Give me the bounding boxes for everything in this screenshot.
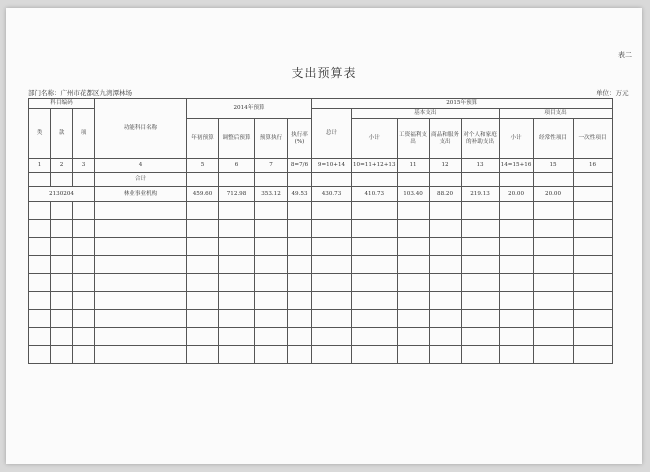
- table-cell: [219, 328, 255, 346]
- table-cell: [187, 220, 219, 238]
- table-cell: [499, 238, 533, 256]
- colnum-cell: 4: [95, 159, 187, 173]
- total-cell: 430.73: [312, 187, 352, 202]
- department-name: 部门名称：广州市花都区九湾潭林场: [28, 89, 132, 97]
- empty-row: [29, 328, 613, 346]
- table-cell: [29, 238, 51, 256]
- project-subtotal-cell: 20.00: [499, 187, 533, 202]
- subject-code-cell: 2130204: [29, 187, 95, 202]
- table-cell: [352, 274, 398, 292]
- subject-name-cell: 林业事业机构: [95, 187, 187, 202]
- table-cell: [429, 346, 461, 364]
- exec-rate-header: 执行率(%): [288, 119, 312, 159]
- table-cell: [288, 238, 312, 256]
- wages-header: 工资福利支出: [397, 119, 429, 159]
- table-cell: [73, 292, 95, 310]
- table-cell: [397, 173, 429, 187]
- table-cell: [29, 173, 51, 187]
- table-cell: [255, 310, 288, 328]
- colnum-cell: 3: [73, 159, 95, 173]
- basic-subtotal-cell: 410.73: [352, 187, 398, 202]
- table-cell: [533, 346, 573, 364]
- table-cell: [499, 256, 533, 274]
- recurring-header: 经常性项目: [533, 119, 573, 159]
- empty-row: [29, 274, 613, 292]
- table-row: [29, 187, 613, 202]
- subsidy-cell: 219.13: [461, 187, 499, 202]
- empty-row: [29, 256, 613, 274]
- table-cell: [429, 310, 461, 328]
- table-cell: [219, 346, 255, 364]
- budget-2015-header: 2015年预算: [312, 99, 613, 109]
- subsidy-header: 对个人和家庭的补助支出: [461, 119, 499, 159]
- table-cell: [255, 173, 288, 187]
- table-cell: [51, 292, 73, 310]
- table-cell: [352, 220, 398, 238]
- table-cell: [573, 328, 612, 346]
- table-cell: [573, 202, 612, 220]
- table-cell: [461, 274, 499, 292]
- table-cell: [397, 220, 429, 238]
- table-cell: [499, 346, 533, 364]
- table-cell: [312, 328, 352, 346]
- executed-header: 预算执行: [255, 119, 288, 159]
- table-cell: [288, 173, 312, 187]
- table-cell: [312, 220, 352, 238]
- table-cell: [29, 256, 51, 274]
- table-cell: [219, 238, 255, 256]
- table-cell: [255, 220, 288, 238]
- table-cell: [499, 292, 533, 310]
- table-cell: [533, 256, 573, 274]
- table-cell: [95, 274, 187, 292]
- table-cell: [73, 173, 95, 187]
- table-cell: [219, 310, 255, 328]
- table-cell: [312, 173, 352, 187]
- table-cell: [187, 202, 219, 220]
- table-cell: [533, 274, 573, 292]
- table-cell: [255, 256, 288, 274]
- table-cell: [352, 310, 398, 328]
- onetime-cell: [573, 187, 612, 202]
- table-cell: [312, 310, 352, 328]
- table-cell: [187, 328, 219, 346]
- table-cell: [73, 256, 95, 274]
- table-cell: [397, 256, 429, 274]
- section-header: 款: [51, 109, 73, 159]
- table-cell: [429, 274, 461, 292]
- table-cell: [352, 202, 398, 220]
- table-cell: [288, 202, 312, 220]
- sum-label: 合计: [95, 173, 187, 187]
- table-cell: [573, 310, 612, 328]
- table-cell: [429, 202, 461, 220]
- table-cell: [397, 292, 429, 310]
- table-cell: [73, 274, 95, 292]
- table-cell: [255, 238, 288, 256]
- table-cell: [352, 292, 398, 310]
- table-cell: [219, 274, 255, 292]
- table-cell: [352, 328, 398, 346]
- table-cell: [429, 173, 461, 187]
- table-cell: [288, 310, 312, 328]
- table-cell: [312, 238, 352, 256]
- table-cell: [95, 256, 187, 274]
- colnum-cell: 6: [219, 159, 255, 173]
- table-cell: [352, 346, 398, 364]
- table-cell: [533, 238, 573, 256]
- table-cell: [461, 202, 499, 220]
- exec-rate-cell: 49.53: [288, 187, 312, 202]
- table-cell: [187, 173, 219, 187]
- table-cell: [95, 328, 187, 346]
- colnum-cell: 7: [255, 159, 288, 173]
- table-cell: [219, 292, 255, 310]
- table-cell: [51, 328, 73, 346]
- table-cell: [312, 256, 352, 274]
- table-cell: [352, 173, 398, 187]
- goods-cell: 88.20: [429, 187, 461, 202]
- table-cell: [95, 202, 187, 220]
- table-cell: [461, 173, 499, 187]
- table-cell: [312, 292, 352, 310]
- table-cell: [219, 220, 255, 238]
- colnum-cell: 9=10+14: [312, 159, 352, 173]
- executed-cell: 353.12: [255, 187, 288, 202]
- unit-label: 单位：万元: [596, 89, 629, 97]
- wages-cell: 103.40: [397, 187, 429, 202]
- initial-budget-cell: 459.60: [187, 187, 219, 202]
- table-cell: [187, 310, 219, 328]
- table-cell: [73, 328, 95, 346]
- table-cell: [573, 220, 612, 238]
- table-cell: [187, 274, 219, 292]
- adjusted-budget-header: 调整后预算: [219, 119, 255, 159]
- column-number-row: [29, 159, 613, 173]
- table-cell: [533, 310, 573, 328]
- table-cell: [461, 328, 499, 346]
- class-header: 类: [29, 109, 51, 159]
- table-cell: [288, 256, 312, 274]
- table-cell: [461, 256, 499, 274]
- colnum-cell: 2: [51, 159, 73, 173]
- table-cell: [312, 274, 352, 292]
- empty-row: [29, 310, 613, 328]
- table-cell: [352, 256, 398, 274]
- colnum-cell: 12: [429, 159, 461, 173]
- table-cell: [187, 256, 219, 274]
- project-expense-header: 项目支出: [499, 109, 612, 119]
- table-cell: [187, 238, 219, 256]
- table-cell: [461, 238, 499, 256]
- table-cell: [397, 310, 429, 328]
- colnum-cell: 15: [533, 159, 573, 173]
- table-cell: [429, 256, 461, 274]
- table-cell: [312, 202, 352, 220]
- page-title: 支出预算表: [291, 66, 357, 80]
- table-cell: [461, 310, 499, 328]
- table-cell: [73, 310, 95, 328]
- table-cell: [29, 310, 51, 328]
- table-cell: [533, 220, 573, 238]
- basic-subtotal-header: 小计: [352, 119, 398, 159]
- subject-code-header: 科目编码: [29, 99, 95, 109]
- table-cell: [397, 202, 429, 220]
- empty-row: [29, 202, 613, 220]
- table-cell: [288, 346, 312, 364]
- table-cell: [573, 238, 612, 256]
- table-cell: [573, 292, 612, 310]
- sheet-number: 表二: [618, 51, 632, 59]
- table-cell: [51, 274, 73, 292]
- table-cell: [95, 292, 187, 310]
- table-cell: [255, 328, 288, 346]
- table-cell: [187, 292, 219, 310]
- table-cell: [95, 346, 187, 364]
- colnum-cell: 1: [29, 159, 51, 173]
- table-cell: [533, 202, 573, 220]
- table-cell: [51, 346, 73, 364]
- table-cell: [73, 202, 95, 220]
- table-cell: [461, 220, 499, 238]
- table-cell: [533, 173, 573, 187]
- table-cell: [573, 274, 612, 292]
- table-cell: [288, 220, 312, 238]
- table-cell: [499, 173, 533, 187]
- table-cell: [73, 220, 95, 238]
- table-cell: [51, 310, 73, 328]
- table-cell: [312, 346, 352, 364]
- table-cell: [51, 220, 73, 238]
- table-cell: [255, 202, 288, 220]
- table-cell: [352, 238, 398, 256]
- table-cell: [187, 346, 219, 364]
- colnum-cell: 14=15+16: [499, 159, 533, 173]
- project-subtotal-header: 小计: [499, 119, 533, 159]
- table-cell: [29, 328, 51, 346]
- table-cell: [219, 173, 255, 187]
- colnum-cell: 8=7/6: [288, 159, 312, 173]
- table-cell: [499, 220, 533, 238]
- empty-row: [29, 220, 613, 238]
- table-cell: [499, 202, 533, 220]
- table-cell: [219, 202, 255, 220]
- table-cell: [29, 202, 51, 220]
- table-cell: [288, 274, 312, 292]
- table-cell: [397, 346, 429, 364]
- empty-row: [29, 346, 613, 364]
- empty-rows: [29, 202, 613, 364]
- table-cell: [219, 256, 255, 274]
- table-cell: [73, 346, 95, 364]
- table-cell: [429, 328, 461, 346]
- colnum-cell: 5: [187, 159, 219, 173]
- empty-row: [29, 292, 613, 310]
- total-header: 总计: [312, 109, 352, 159]
- adjusted-budget-cell: 712.98: [219, 187, 255, 202]
- table-cell: [255, 292, 288, 310]
- table-cell: [288, 292, 312, 310]
- total-row: [29, 173, 613, 187]
- table-cell: [429, 292, 461, 310]
- budget-2014-header: 2014年预算: [187, 99, 312, 119]
- table-cell: [95, 220, 187, 238]
- colnum-cell: 13: [461, 159, 499, 173]
- table-cell: [73, 238, 95, 256]
- recurring-cell: 20.00: [533, 187, 573, 202]
- basic-expense-header: 基本支出: [352, 109, 500, 119]
- table-cell: [29, 274, 51, 292]
- table-cell: [29, 346, 51, 364]
- table-cell: [255, 346, 288, 364]
- table-cell: [51, 173, 73, 187]
- budget-sheet: [6, 8, 642, 464]
- table-cell: [461, 346, 499, 364]
- subject-name-header: 功能科目名称: [95, 99, 187, 159]
- table-cell: [533, 292, 573, 310]
- table-cell: [51, 256, 73, 274]
- colnum-cell: 11: [397, 159, 429, 173]
- table-cell: [499, 328, 533, 346]
- table-cell: [397, 328, 429, 346]
- goods-header: 商品和服务支出: [429, 119, 461, 159]
- table-cell: [499, 274, 533, 292]
- empty-row: [29, 238, 613, 256]
- table-cell: [95, 238, 187, 256]
- budget-table: [28, 98, 613, 364]
- table-cell: [51, 238, 73, 256]
- table-cell: [573, 256, 612, 274]
- table-cell: [29, 220, 51, 238]
- table-cell: [397, 238, 429, 256]
- table-cell: [533, 328, 573, 346]
- table-cell: [95, 310, 187, 328]
- initial-budget-header: 年初预算: [187, 119, 219, 159]
- table-cell: [288, 328, 312, 346]
- table-cell: [461, 292, 499, 310]
- table-cell: [397, 274, 429, 292]
- colnum-cell: 16: [573, 159, 612, 173]
- onetime-header: 一次性项目: [573, 119, 612, 159]
- table-cell: [573, 346, 612, 364]
- table-cell: [499, 310, 533, 328]
- table-cell: [429, 238, 461, 256]
- colnum-cell: 10=11+12+13: [352, 159, 398, 173]
- table-cell: [429, 220, 461, 238]
- table-cell: [51, 202, 73, 220]
- item-header: 项: [73, 109, 95, 159]
- table-cell: [29, 292, 51, 310]
- table-cell: [573, 173, 612, 187]
- table-cell: [255, 274, 288, 292]
